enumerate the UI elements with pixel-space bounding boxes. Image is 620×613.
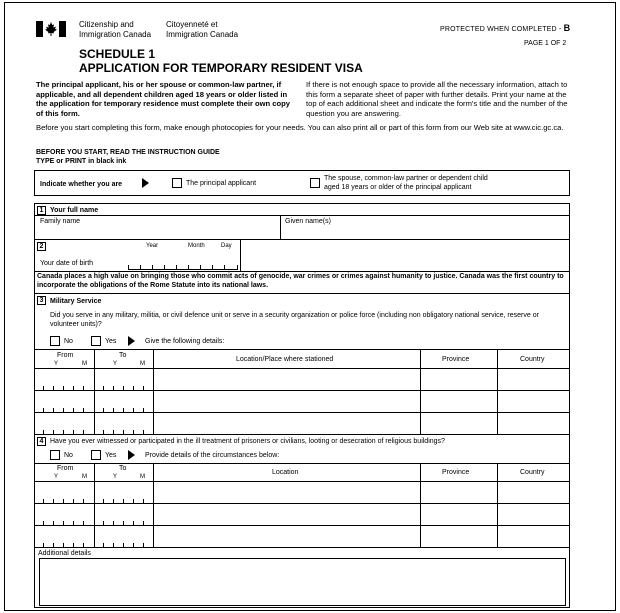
day-label: Day: [221, 243, 232, 249]
principal-applicant-label: The principal applicant: [186, 180, 257, 187]
military-service-question: Did you serve in any military, militia, or civil defence unit or serve in a security organization or police force (including non obligatory national service, reserve or volunteer units)?: [50, 312, 539, 328]
ill-treatment-yes-label: Yes: [105, 452, 117, 459]
intro-right: If there is not enough space to provide all the necessary information, attach to this form a separate sheet of paper with further details. Print your name at the top of each additional sheet and indicate the form's title and the number of the question you are answering.: [306, 80, 568, 118]
table-row[interactable]: [35, 413, 569, 434]
military-details-prompt: Give the following details:: [145, 338, 225, 345]
col-from-year: Y: [54, 474, 59, 480]
additional-details-label: Additional details: [38, 550, 91, 557]
military-no-label: No: [64, 338, 73, 345]
col-from-month: M: [82, 361, 87, 367]
military-service-title: Military Service: [50, 298, 102, 305]
instruction-guide-note: BEFORE YOU START, READ THE INSTRUCTION GUIDE: [36, 149, 220, 156]
col-province-header: Province: [442, 469, 470, 476]
given-names-label: Given name(s): [285, 218, 331, 225]
form-title: SCHEDULE 1 APPLICATION FOR TEMPORARY RESIDENT VISA: [79, 47, 363, 75]
applicant-type-label: Indicate whether you are: [40, 181, 123, 188]
spouse-dependent-checkbox[interactable]: [310, 178, 320, 188]
col-location-header: Location: [272, 469, 299, 476]
ill-treatment-yes-checkbox[interactable]: [91, 450, 101, 460]
table-row[interactable]: [35, 391, 569, 412]
col-to-header: To: [119, 465, 127, 472]
question-number-2: 2: [37, 242, 46, 251]
spouse-dependent-label: The spouse, common-law partner or dependent child aged 18 years or older of the principal applicant: [324, 175, 488, 191]
year-label: Year: [146, 243, 159, 249]
ill-treatment-details-prompt: Provide details of the circumstances below:: [145, 452, 280, 459]
protected-notice: PROTECTED WHEN COMPLETED - B: [440, 23, 571, 33]
col-to-month: M: [140, 474, 145, 480]
intro-left: The principal applicant, his or her spouse or common-law partner, if applicable, and all dependent children aged 18 years or older listed in the application for temporary residence must complete their own copy of this form.: [36, 80, 291, 118]
question-number-1: 1: [37, 206, 46, 215]
table-row[interactable]: [35, 369, 569, 390]
given-names-field[interactable]: [283, 227, 568, 238]
table-row[interactable]: [35, 504, 569, 525]
col-country-header: Country: [520, 469, 545, 476]
col-to-year: Y: [113, 474, 118, 480]
family-name-field[interactable]: [36, 227, 278, 238]
col-to-year: Y: [113, 361, 118, 367]
ill-treatment-no-label: No: [64, 452, 73, 459]
ill-treatment-question: Have you ever witnessed or participated in the ill treatment of prisoners or civilians, looting or desecration of religious buildings?: [50, 438, 445, 445]
month-label: Month: [188, 243, 205, 249]
table-row[interactable]: [35, 526, 569, 547]
page-number: PAGE 1 OF 2: [524, 40, 567, 47]
canada-flag-icon: [36, 21, 66, 37]
table-row[interactable]: [35, 482, 569, 503]
date-of-birth-label: Your date of birth: [40, 260, 94, 267]
arrow-right-icon: [128, 450, 135, 460]
military-yes-checkbox[interactable]: [91, 336, 101, 346]
col-from-header: From: [57, 465, 74, 472]
col-to-header: To: [119, 352, 127, 359]
full-name-title: Your full name: [50, 207, 99, 214]
col-to-month: M: [140, 361, 145, 367]
arrow-right-icon: [128, 336, 135, 346]
additional-details-field[interactable]: [39, 558, 566, 606]
question-number-4: 4: [37, 437, 46, 446]
col-province-header: Province: [442, 356, 470, 363]
photocopies-note: Before you start completing this form, make enough photocopies for your needs. You can also print all or part of this form from our Web site at www.cic.gc.ca.: [36, 123, 564, 132]
principal-applicant-checkbox[interactable]: [172, 178, 182, 188]
military-no-checkbox[interactable]: [50, 336, 60, 346]
rome-statute-notice: Canada places a high value on bringing those who commit acts of genocide, war crimes or crimes against humanity to justice. Canada was the first country to incorporate the obligations of the Rome Statute into its national laws.: [37, 273, 564, 289]
col-from-month: M: [82, 474, 87, 480]
department-name-fr: Citoyenneté et Immigration Canada: [166, 20, 239, 39]
ink-note: TYPE or PRINT in black ink: [36, 158, 127, 165]
department-name-en: Citizenship and Immigration Canada: [79, 20, 152, 39]
col-location-header: Location/Place where stationed: [236, 356, 334, 363]
arrow-right-icon: [142, 178, 149, 188]
military-yes-label: Yes: [105, 338, 117, 345]
col-country-header: Country: [520, 356, 545, 363]
family-name-label: Family name: [40, 218, 81, 225]
col-from-year: Y: [54, 361, 59, 367]
col-from-header: From: [57, 352, 74, 359]
ill-treatment-no-checkbox[interactable]: [50, 450, 60, 460]
date-of-birth-field[interactable]: [128, 252, 238, 270]
question-number-3: 3: [37, 296, 46, 305]
